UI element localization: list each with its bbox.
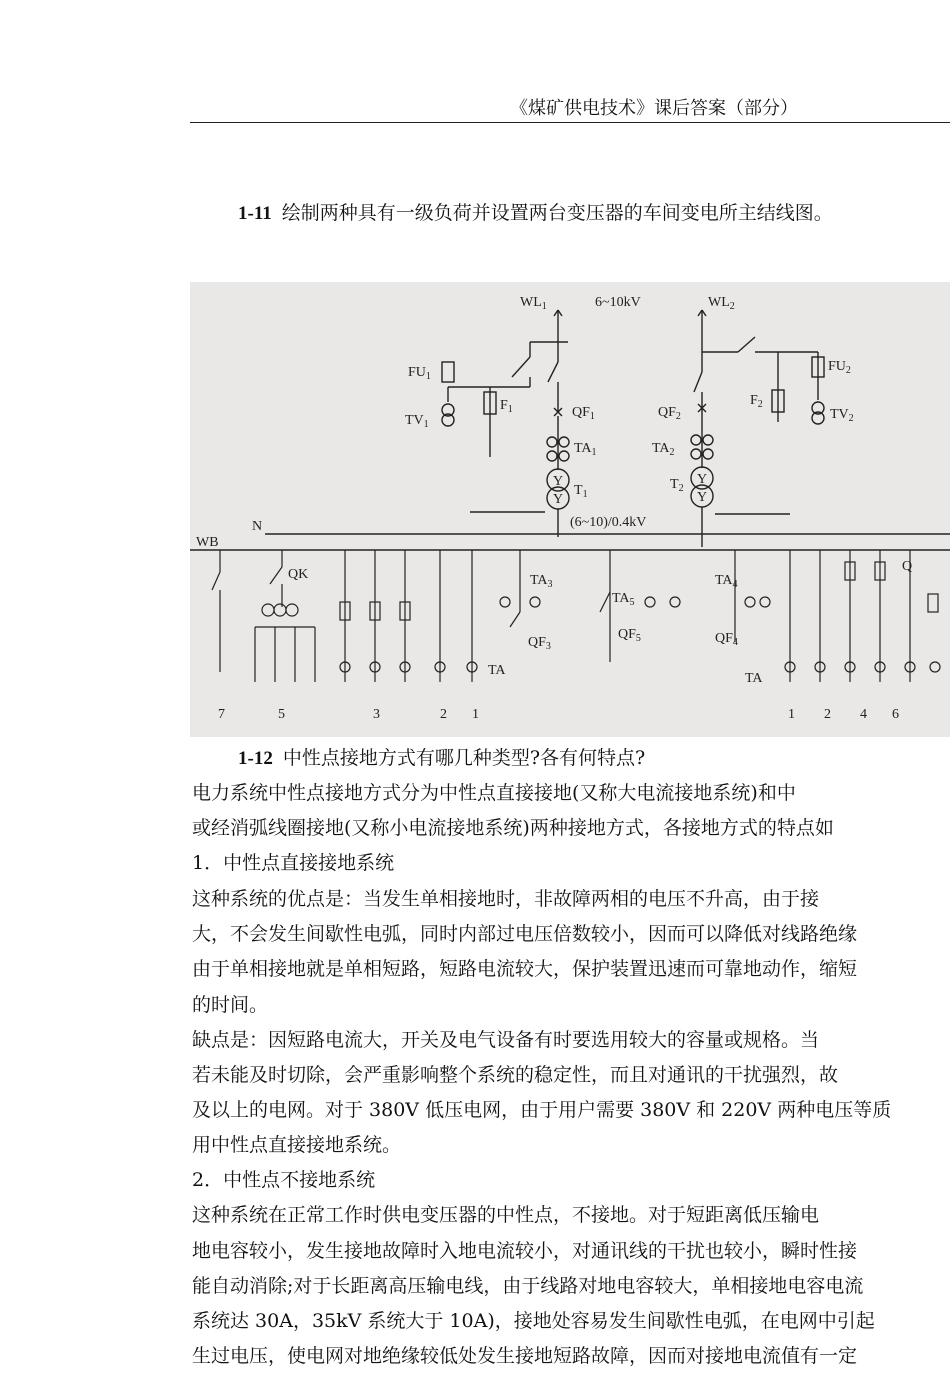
body-line: 这种系统在正常工作时供电变压器的中性点，不接地。对于短距离低压输电 xyxy=(192,1204,820,1226)
header-title: 《煤矿供电技术》课后答案（部分） xyxy=(510,98,798,119)
body-line: 能自动消除;对于长距离高压输电线，由于线路对地电容较大，单相接地电容电流 xyxy=(192,1275,864,1297)
label-qf3: QF xyxy=(528,635,546,650)
svg-text:QF5 xyxy=(618,627,641,644)
svg-text:WL2 xyxy=(708,295,735,312)
label-ta4-sub: 4 xyxy=(732,579,738,590)
svg-text:TA3 xyxy=(530,573,553,590)
body-line: 若未能及时切除，会严重影响整个系统的稳定性，而且对通讯的干扰强烈，故 xyxy=(192,1064,839,1086)
label-qf2: QF xyxy=(658,405,676,420)
label-qf1: QF xyxy=(572,405,590,420)
feeder-num-right-0: 1 xyxy=(788,707,795,722)
label-f2: F xyxy=(750,393,758,408)
label-tv1-sub: 1 xyxy=(423,419,429,430)
svg-text:T2 xyxy=(670,477,684,494)
label-qk: QK xyxy=(288,567,309,582)
label-ta5: TA xyxy=(612,591,630,606)
label-ta5-sub: 5 xyxy=(629,597,635,608)
label-voltage-low: (6~10)/0.4kV xyxy=(570,515,647,530)
svg-text:TA4 xyxy=(715,573,738,590)
svg-text:FU1 xyxy=(408,365,431,382)
label-n: N xyxy=(252,519,263,534)
label-t2: T xyxy=(670,477,679,492)
label-qf5-sub: 5 xyxy=(635,633,641,644)
label-wl2-sub: 2 xyxy=(729,301,735,312)
label-wl2: WL xyxy=(708,295,730,310)
svg-text:WL1 xyxy=(520,295,547,312)
question-1-12 xyxy=(238,743,645,770)
feeder-num-left-0: 7 xyxy=(218,707,225,722)
label-qf2-sub: 2 xyxy=(675,411,681,422)
label-ta2: TA xyxy=(652,441,670,456)
label-qf5: QF xyxy=(618,627,636,642)
feeder-num-right-2: 4 xyxy=(860,707,867,722)
label-qf1-sub: 1 xyxy=(589,411,595,422)
svg-text:TA2 xyxy=(652,441,675,458)
label-fu1-sub: 1 xyxy=(425,371,431,382)
label-fu2-sub: 2 xyxy=(845,365,851,376)
label-t1: T xyxy=(574,483,583,498)
label-qf3-sub: 3 xyxy=(545,641,551,652)
svg-text:T1 xyxy=(574,483,588,500)
question-text: 中性点接地方式有哪几种类型?各有何特点? xyxy=(282,747,646,769)
body-line: 生过电压，使电网对地绝缘较低处发生接地短路故障，因而对接地电流值有一定 xyxy=(192,1345,858,1367)
label-voltage-top: 6~10kV xyxy=(595,295,641,310)
label-fu1: FU xyxy=(408,365,426,380)
feeder-num-right-1: 2 xyxy=(824,707,831,722)
label-tv1: TV xyxy=(405,413,424,428)
main-wiring-diagram xyxy=(190,282,950,737)
question-text: 绘制两种具有一级负荷并设置两台变压器的车间变电所主结线图。 xyxy=(281,202,833,224)
label-q: Q xyxy=(902,559,913,574)
page-header xyxy=(190,92,950,123)
feeder-num-right-3: 6 xyxy=(892,707,899,722)
question-number: 1-12 xyxy=(238,748,273,769)
body-line: 及以上的电网。对于 380V 低压电网，由于用户需要 380V 和 220V 两种电压等质 xyxy=(192,1099,892,1121)
label-tv2: TV xyxy=(830,407,849,422)
label-ta2-sub: 2 xyxy=(669,447,675,458)
svg-text:F2 xyxy=(750,393,763,410)
svg-text:TV2 xyxy=(830,407,854,424)
feeder-num-left-2: 3 xyxy=(373,707,380,722)
label-t2-sub: 2 xyxy=(678,483,684,494)
winding-t2-upper: Y xyxy=(697,472,708,487)
body-line: 缺点是：因短路电流大，开关及电气设备有时要选用较大的容量或规格。当 xyxy=(192,1029,820,1051)
label-ta3-sub: 3 xyxy=(547,579,553,590)
label-tv2-sub: 2 xyxy=(848,413,854,424)
label-t1-sub: 1 xyxy=(582,489,588,500)
winding-t1-lower: Y xyxy=(553,492,564,507)
svg-text:QF3 xyxy=(528,635,551,652)
svg-text:F1 xyxy=(500,398,513,415)
label-fu2: FU xyxy=(828,359,846,374)
question-1-11 xyxy=(238,198,833,225)
feeder-num-left-4: 1 xyxy=(472,707,479,722)
body-line: 这种系统的优点是：当发生单相接地时，非故障两相的电压不升高，由于接 xyxy=(192,888,820,910)
winding-t1-upper: Y xyxy=(553,474,564,489)
svg-text:TA1 xyxy=(574,441,597,458)
label-wl1-sub: 1 xyxy=(541,301,547,312)
label-qf4: QF xyxy=(715,631,733,646)
body-line: 系统达 30A，35kV 系统大于 10A)，接地处容易发生间歇性电弧，在电网中引起 xyxy=(192,1310,875,1332)
body-line: 2．中性点不接地系统 xyxy=(192,1169,376,1191)
label-qf4-sub: 4 xyxy=(732,637,738,648)
body-line: 1．中性点直接接地系统 xyxy=(192,852,395,874)
winding-t2-lower: Y xyxy=(697,490,708,505)
label-f1: F xyxy=(500,398,508,413)
body-line: 或经消弧线圈接地(又称小电流接地系统)两种接地方式，各接地方式的特点如 xyxy=(192,817,834,839)
label-ta-right: TA xyxy=(745,671,763,686)
label-ta1: TA xyxy=(574,441,592,456)
label-wb: WB xyxy=(196,535,219,550)
label-f1-sub: 1 xyxy=(507,404,513,415)
body-line: 用中性点直接接地系统。 xyxy=(192,1134,402,1156)
label-ta1-sub: 1 xyxy=(591,447,597,458)
label-ta4: TA xyxy=(715,573,733,588)
body-line: 大，不会发生间歇性电弧，同时内部过电压倍数较小，因而可以降低对线路绝缘 xyxy=(192,923,858,945)
feeder-num-left-1: 5 xyxy=(278,707,285,722)
svg-text:QF2 xyxy=(658,405,681,422)
body-line: 的时间。 xyxy=(192,994,269,1016)
svg-text:QF1 xyxy=(572,405,595,422)
svg-text:FU2 xyxy=(828,359,851,376)
feeder-num-left-3: 2 xyxy=(440,707,447,722)
label-f2-sub: 2 xyxy=(757,399,763,410)
body-line: 电力系统中性点接地方式分为中性点直接接地(又称大电流接地系统)和中 xyxy=(192,782,796,804)
body-line: 地电容较小，发生接地故障时入地电流较小，对通讯线的干扰也较小，瞬时性接 xyxy=(192,1240,858,1262)
svg-text:TV1 xyxy=(405,413,429,430)
question-number: 1-11 xyxy=(238,203,272,224)
label-ta-left: TA xyxy=(488,663,506,678)
label-wl1: WL xyxy=(520,295,542,310)
body-line: 由于单相接地就是单相短路，短路电流较大，保护装置迅速而可靠地动作，缩短 xyxy=(192,958,858,980)
svg-text:TA5 xyxy=(612,591,635,608)
label-ta3: TA xyxy=(530,573,548,588)
